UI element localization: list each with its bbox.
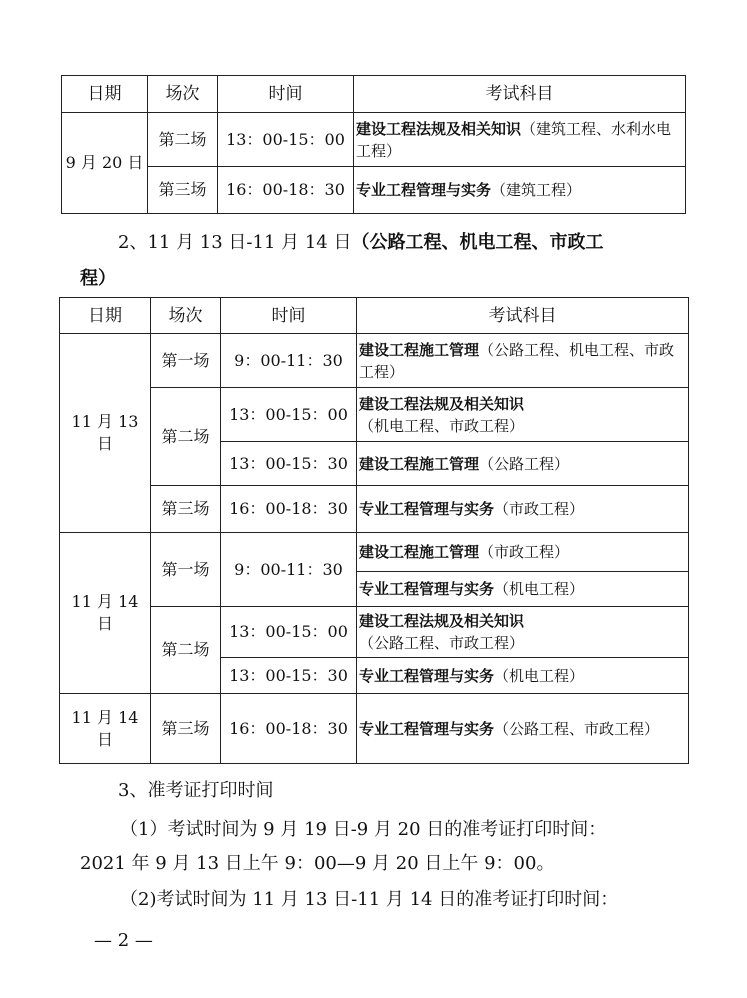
date-cell: 9 月 20 日 <box>62 113 148 214</box>
subject-cell <box>357 607 689 658</box>
session-cell: 第三场 <box>151 694 221 764</box>
subject-name: 专业工程管理与实务 <box>356 181 492 199</box>
exam-table-1 <box>61 75 686 214</box>
date-cell: 11 月 14 日 <box>60 533 151 694</box>
subject-cell <box>357 572 689 607</box>
session-cell: 第二场 <box>151 607 221 694</box>
subject-note: （公路工程） <box>479 454 570 473</box>
subject-cell <box>357 486 689 533</box>
section-3-title: 3、准考证打印时间 <box>118 780 274 801</box>
time-cell: 9：00-11：30 <box>221 533 357 607</box>
subject-name: 建设工程法规及相关知识 <box>359 612 525 630</box>
date-cell: 11 月 13 日 <box>60 334 151 533</box>
time-cell: 9：00-11：30 <box>221 334 357 388</box>
session-cell: 第一场 <box>151 334 221 388</box>
section-2-line1 <box>118 228 603 258</box>
time-cell: 13：00-15：00 <box>218 113 354 167</box>
subject-note: （公路工程、市政工程） <box>359 634 525 652</box>
subject-name: 专业工程管理与实务 <box>359 580 495 598</box>
page-number: — 2 — <box>94 930 153 951</box>
subject-name: 专业工程管理与实务 <box>359 666 495 685</box>
time-cell: 16：00-18：30 <box>218 167 354 214</box>
subject-name: 建设工程法规及相关知识 <box>359 394 525 413</box>
header-date: 日期 <box>62 76 148 113</box>
header-session: 场次 <box>151 298 221 334</box>
subject-cell <box>354 167 686 214</box>
section-2-number: 2、11 月 13 日-11 月 14 日 <box>118 232 352 253</box>
section-2-line2: 程） <box>80 268 116 289</box>
subject-note: （市政工程） <box>479 543 570 561</box>
subject-name: 专业工程管理与实务 <box>359 500 495 518</box>
subject-cell <box>357 334 689 388</box>
subject-name: 建设工程施工管理 <box>359 543 480 561</box>
header-time: 时间 <box>218 76 354 113</box>
subject-name: 建设工程法规及相关知识 <box>356 119 522 138</box>
subject-cell <box>354 113 686 167</box>
time-cell: 16：00-18：30 <box>221 694 357 764</box>
header-time: 时间 <box>221 298 357 334</box>
section-2-title: （公路工程、机电工程、市政工 <box>351 232 604 253</box>
session-cell: 第三场 <box>148 167 218 214</box>
header-session: 场次 <box>148 76 218 113</box>
subject-note: （公路工程、市政工程） <box>494 719 660 738</box>
subject-cell <box>357 533 689 572</box>
session-cell: 第一场 <box>151 533 221 607</box>
subject-name: 建设工程施工管理 <box>359 454 480 473</box>
subject-name: 专业工程管理与实务 <box>359 719 495 738</box>
subject-note: （机电工程） <box>494 580 585 598</box>
subject-note: （机电工程） <box>494 666 585 685</box>
subject-cell <box>357 388 689 442</box>
paragraph-2-line1: （2)考试时间为 11 月 13 日-11 月 14 日的准考证打印时间： <box>120 889 619 910</box>
session-cell: 第二场 <box>151 388 221 486</box>
header-subject: 考试科目 <box>354 76 686 113</box>
subject-note: （公路工程、机电工程、市政工程） <box>359 340 675 381</box>
date-cell: 11 月 14 日 <box>60 694 151 764</box>
paragraph-1-line2: 2021 年 9 月 13 日上午 9：00—9 月 20 日上午 9：00。 <box>80 853 555 874</box>
time-cell: 13：00-15：30 <box>221 442 357 486</box>
subject-cell <box>357 442 689 486</box>
header-subject: 考试科目 <box>357 298 689 334</box>
time-cell: 13：00-15：30 <box>221 658 357 694</box>
subject-note: （机电工程、市政工程） <box>359 416 525 435</box>
subject-cell <box>357 694 689 764</box>
subject-note: （市政工程） <box>494 500 585 518</box>
exam-table-2 <box>59 297 689 764</box>
subject-cell <box>357 658 689 694</box>
subject-name: 建设工程施工管理 <box>359 340 480 359</box>
subject-note: （建筑工程） <box>491 181 582 199</box>
time-cell: 13：00-15：00 <box>221 607 357 658</box>
session-cell: 第三场 <box>151 486 221 533</box>
paragraph-1-line1: （1）考试时间为 9 月 19 日-9 月 20 日的准考证打印时间： <box>120 819 607 840</box>
header-date: 日期 <box>60 298 151 334</box>
time-cell: 13：00-15：00 <box>221 388 357 442</box>
time-cell: 16：00-18：30 <box>221 486 357 533</box>
session-cell: 第二场 <box>148 113 218 167</box>
subject-note: （建筑工程、水利水电工程） <box>356 119 672 160</box>
